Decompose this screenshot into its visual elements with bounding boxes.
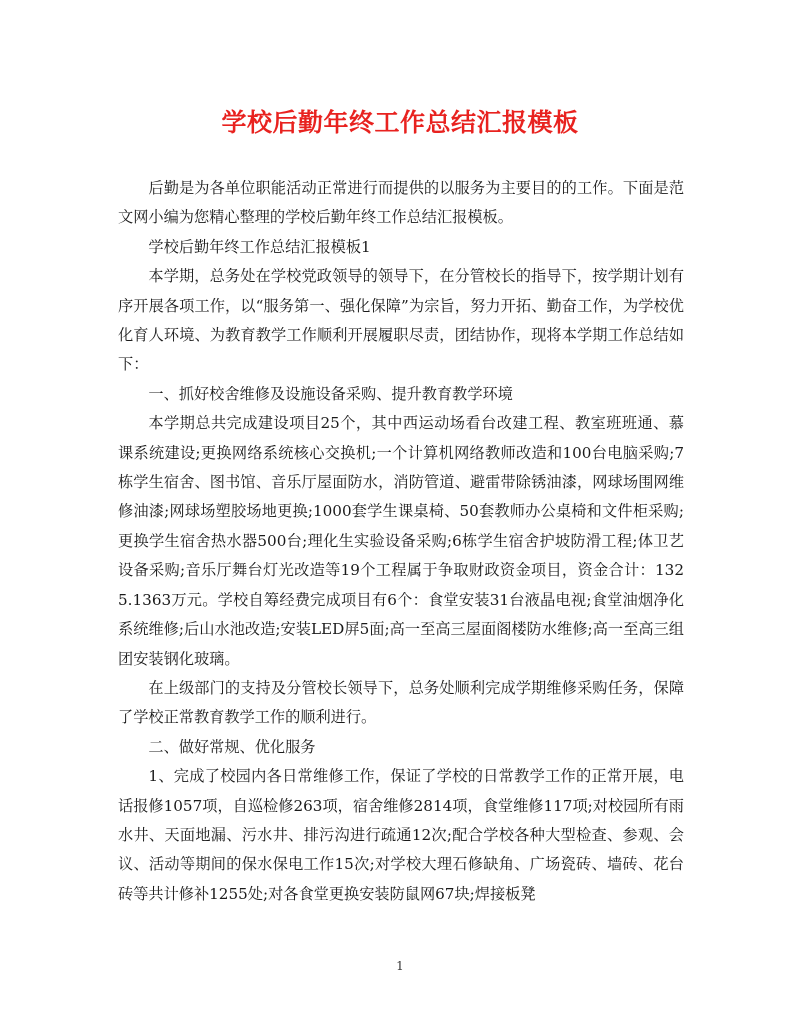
section-heading-services: 二、做好常规、优化服务: [148, 737, 316, 756]
intro-paragraph: 后勤是为各单位职能活动正常进行而提供的以服务为主要目的的工作。下面是范文网小编为您精心整理的学校后勤年终工作总结汇报模板。: [118, 179, 684, 227]
section-heading-template-1: 学校后勤年终工作总结汇报模板1: [148, 237, 371, 256]
document-body: [118, 174, 684, 909]
projects-paragraph: 本学期总共完成建设项目25个，其中西运动场看台改建工程、教室班班通、慕课系统建设;更换网络系统核心交换机;一个计算机网络教师改造和100台电脑采购;7栋学生宿舍、图书馆、音乐厅屋面防水，消防管道、避雷带除锈油漆，网球场围网维修油漆;网球场塑胶场地更换;1000套学生课桌椅、50套教师办公桌椅和文件柜采购;更换学生宿舍热水器500台;理化生实验设备采购;6栋学生宿舍护坡防滑工程;体卫艺设备采购;音乐厅舞台灯光改造等19个工程属于争取财政资金项目，资金合计：1325.1363万元。学校自筹经费完成项目有6个：食堂安装31台液晶电视;食堂油烟净化系统维修;后山水池改造;安装LED屏5面;高一至高三屋面阁楼防水维修;高一至高三组团安装钢化玻璃。: [118, 414, 684, 668]
page-number: 1: [396, 959, 404, 973]
maintenance-paragraph: 1、完成了校园内各日常维修工作，保证了学校的日常教学工作的正常开展，电话报修1057项，自巡检修263项，宿舍维修2814项，食堂维修117项;对校园所有雨水井、天面地漏、污水井、排污沟进行疏通12次;配合学校各种大型检查、参观、会议、活动等期间的保水保电工作15次;对学校大理石修缺角、广场瓷砖、墙砖、花台砖等共计修补1255处;对各食堂更换安装防鼠网67块;焊接板凳: [118, 767, 684, 903]
overview-paragraph: 本学期，总务处在学校党政领导的领导下，在分管校长的指导下，按学期计划有序开展各项工作，以“服务第一、强化保障”为宗旨，努力开拓、勤奋工作，为学校优化育人环境、为教育教学工作顺利开展履职尽责，团结协作，现将本学期工作总结如下：: [118, 267, 684, 374]
document-title: 学校后勤年终工作总结汇报模板: [221, 108, 579, 137]
section-heading-facilities: 一、抓好校舍维修及设施设备采购、提升教育教学环境: [148, 384, 513, 403]
support-paragraph: 在上级部门的支持及分管校长领导下，总务处顺利完成学期维修采购任务，保障了学校正常教育教学工作的顺利进行。: [118, 678, 684, 727]
